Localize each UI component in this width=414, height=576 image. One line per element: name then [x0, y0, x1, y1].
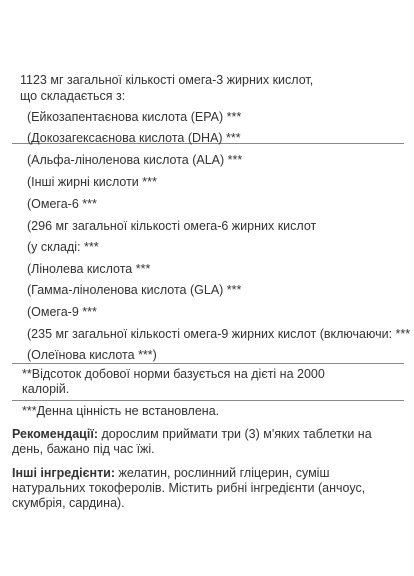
other-ingredients-label: Інші інгредієнти:: [12, 466, 116, 480]
recommendations-paragraph: [12, 427, 404, 457]
item-ala: (Альфа-ліноленова кислота (ALA) ***: [27, 153, 243, 167]
item-omega9-total: (235 мг загальної кількості омега-9 жирних кислот (включаючи: ***: [27, 327, 411, 341]
item-omega6: (Омега-6 ***: [27, 197, 97, 211]
daily-value-note-line2: калорій.: [22, 382, 70, 396]
recommendations-label: Рекомендації:: [12, 427, 99, 441]
item-includes: (у складі: ***: [27, 240, 99, 254]
section-divider: [12, 400, 404, 401]
omega3-total-line2: що складається з:: [20, 89, 126, 103]
other-ingredients-paragraph: [12, 466, 404, 511]
item-omega9: (Омега-9 ***: [27, 305, 97, 319]
item-gla: (Гамма-ліноленова кислота (GLA) ***: [27, 283, 242, 297]
item-linoleic: (Лінолева кислота ***: [27, 262, 151, 276]
item-dha: (Докозагексаєнова кислота (DHA) ***: [27, 131, 241, 145]
item-oleic: (Олеїнова кислота ***): [27, 348, 157, 362]
other-ingredients-text: желатин, рослинний гліцерин, суміш натуральних токоферолів. Містить рибні інгредієнти (анчоус, скумбрія, сардина).: [12, 466, 366, 510]
recommendations-text: дорослим приймати три (3) м'яких таблетки на день, бажано під час їжі.: [12, 427, 372, 456]
item-omega6-total: (296 мг загальної кількості омега-6 жирних кислот: [27, 219, 317, 233]
daily-value-note-line1: **Відсоток добової норми базується на дієті на 2000: [22, 367, 325, 381]
section-divider: [12, 363, 404, 364]
item-epa: (Ейкозапентаєнова кислота (EPA) ***: [27, 110, 242, 124]
item-other-fatty-acids: (Інші жирні кислоти ***: [27, 175, 157, 189]
not-established-note: ***Денна цінність не встановлена.: [22, 404, 220, 418]
omega3-total-line1: 1123 мг загальної кількості омега-3 жирних кислот,: [20, 73, 314, 87]
